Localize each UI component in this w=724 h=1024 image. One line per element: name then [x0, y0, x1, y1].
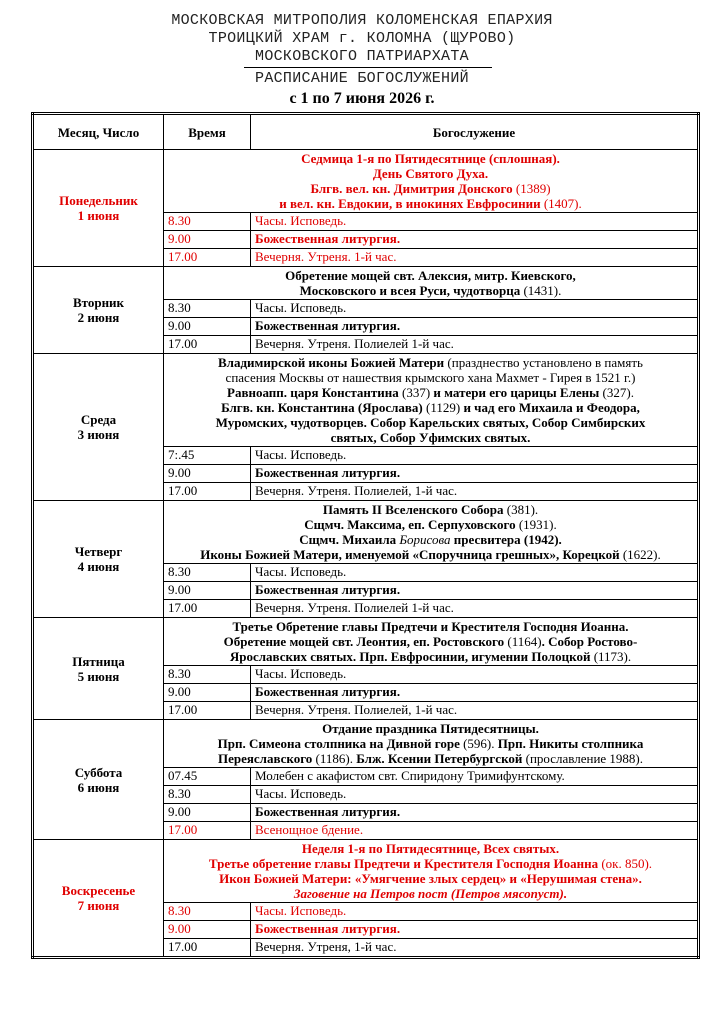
- service-time: 17.00: [164, 336, 251, 354]
- day-name: Понедельник: [59, 193, 138, 208]
- feast-line: [168, 268, 693, 283]
- day-date: 1 июня: [77, 208, 120, 223]
- service-name: Вечерня. Утреня. Полиелей, 1-й час.: [251, 483, 699, 501]
- feast-text: Прп. Никиты столпника: [497, 736, 644, 751]
- feast-text: и чад его Михаила и Феодора,: [463, 400, 640, 415]
- day-cell: [33, 720, 164, 840]
- feast-description: [164, 720, 699, 768]
- feast-line: [168, 502, 693, 517]
- service-time: 17.00: [164, 822, 251, 840]
- service-time: 8.30: [164, 564, 251, 582]
- day-feast-row: [33, 267, 699, 300]
- service-time: 7:.45: [164, 447, 251, 465]
- feast-line: [168, 856, 693, 871]
- service-name: Вечерня. Утреня. Полиелей, 1-й час.: [251, 702, 699, 720]
- feast-text: спасения Москвы от нашествия крымского хана Махмет - Гирея в 1521 г.): [225, 370, 636, 385]
- feast-line: [168, 151, 693, 166]
- service-name: Божественная литургия.: [251, 684, 699, 702]
- day-name: Вторник: [72, 295, 125, 310]
- feast-text: Сщмч. Михаила: [299, 532, 400, 547]
- day-feast-row: [33, 501, 699, 564]
- feast-text: День Святого Духа.: [372, 166, 489, 181]
- feast-text: и вел. кн. Евдокии, в инокинях Евфросинии: [279, 196, 541, 211]
- feast-line: [168, 355, 693, 370]
- day-feast-row: [33, 720, 699, 768]
- service-time: 17.00: [164, 600, 251, 618]
- service-name: Вечерня. Утреня, 1-й час.: [251, 939, 699, 958]
- service-name: Божественная литургия.: [251, 465, 699, 483]
- feast-text: Третье Обретение главы Предтечи и Крестителя Господня Иоанна.: [232, 619, 629, 634]
- feast-line: [168, 400, 693, 415]
- feast-text: Блгв. кн. Константина (Ярослава): [221, 400, 423, 415]
- feast-line: [168, 517, 693, 532]
- schedule-table: [31, 112, 700, 959]
- feast-text: (1164): [504, 634, 542, 649]
- service-time: 9.00: [164, 921, 251, 939]
- feast-description: [164, 618, 699, 666]
- feast-text: пресвитера: [450, 532, 524, 547]
- service-time: 9.00: [164, 231, 251, 249]
- feast-line: [168, 721, 693, 736]
- church-name-line: ТРОИЦКИЙ ХРАМ г. КОЛОМНА (ЩУРОВО): [208, 30, 516, 47]
- feast-line: [168, 181, 693, 196]
- service-name: Часы. Исповедь.: [251, 213, 699, 231]
- diocese-line: МОСКОВСКАЯ МИТРОПОЛИЯ КОЛОМЕНСКАЯ ЕПАРХИЯ: [171, 12, 553, 29]
- service-time: 8.30: [164, 903, 251, 921]
- service-name: Божественная литургия.: [251, 318, 699, 336]
- column-header-service: Богослужение: [251, 114, 699, 150]
- day-name: Пятница: [72, 653, 125, 669]
- feast-text: Блгв. вел. кн. Димитрия Донского: [310, 181, 513, 196]
- day-cell: [33, 267, 164, 354]
- column-header-time: Время: [164, 114, 251, 150]
- feast-line: [168, 841, 693, 856]
- service-time: 8.30: [164, 300, 251, 318]
- feast-text: Ярославских святых. Прп. Евфросинии, игумении Полоцкой: [229, 649, 591, 664]
- service-time: 9.00: [164, 318, 251, 336]
- service-time: 17.00: [164, 702, 251, 720]
- service-name: Божественная литургия.: [251, 231, 699, 249]
- service-time: 9.00: [164, 684, 251, 702]
- header-divider: [244, 67, 492, 68]
- feast-description: [164, 354, 699, 447]
- service-time: 17.00: [164, 939, 251, 958]
- feast-text: Обретение мощей свт. Алексия, митр. Киевского,: [285, 268, 576, 283]
- table-header-row: [33, 114, 699, 150]
- service-time: 8.30: [164, 666, 251, 684]
- feast-text: Отдание праздника Пятидесятницы.: [322, 721, 539, 736]
- feast-text: (381).: [503, 502, 539, 517]
- day-cell: [33, 840, 164, 958]
- feast-line: [168, 649, 693, 664]
- day-name: Воскресенье: [61, 883, 136, 898]
- feast-line: [168, 385, 693, 400]
- day-date: 5 июня: [77, 668, 120, 684]
- feast-text: Иконы Божией Матери, именуемой «Споручница грешных», Корецкой: [200, 547, 620, 562]
- day-cell: [33, 618, 164, 720]
- feast-description: [164, 150, 699, 213]
- feast-text: (1622).: [619, 547, 661, 562]
- feast-text: . Собор Ростово-: [541, 634, 638, 649]
- service-name: Молебен с акафистом свт. Спиридону Тримифунтскому.: [251, 768, 699, 786]
- feast-text: Память II Вселенского Собора: [322, 502, 504, 517]
- feast-line: [168, 634, 693, 649]
- day-feast-row: [33, 840, 699, 903]
- service-name: Часы. Исповедь.: [251, 447, 699, 465]
- service-time: 9.00: [164, 804, 251, 822]
- service-time: 9.00: [164, 465, 251, 483]
- service-time: 07.45: [164, 768, 251, 786]
- day-date: 2 июня: [77, 310, 120, 325]
- feast-line: [168, 751, 693, 766]
- day-cell: [33, 501, 164, 618]
- feast-text: Переяславского: [217, 751, 313, 766]
- feast-text: (1173).: [590, 649, 632, 664]
- service-name: Часы. Исповедь.: [251, 564, 699, 582]
- day-date: 3 июня: [77, 427, 120, 442]
- service-time: 17.00: [164, 249, 251, 267]
- feast-line: [168, 886, 693, 901]
- feast-line: [168, 196, 693, 211]
- feast-text: (596).: [459, 736, 498, 751]
- service-name: Вечерня. Утреня. 1-й час.: [251, 249, 699, 267]
- service-time: 8.30: [164, 786, 251, 804]
- feast-text: (1407).: [540, 196, 582, 211]
- day-cell: [33, 354, 164, 501]
- feast-text: (прославление 1988).: [522, 751, 644, 766]
- day-feast-row: [33, 354, 699, 447]
- day-cell: [33, 150, 164, 267]
- service-name: Часы. Исповедь.: [251, 786, 699, 804]
- feast-line: [168, 370, 693, 385]
- service-name: Божественная литургия.: [251, 921, 699, 939]
- feast-line: [168, 871, 693, 886]
- service-time: 9.00: [164, 582, 251, 600]
- feast-text: и матери его царицы Елены: [433, 385, 600, 400]
- feast-text: Борисова: [399, 532, 451, 547]
- service-name: Всенощное бдение.: [251, 822, 699, 840]
- feast-text: (337): [398, 385, 434, 400]
- feast-text: (1389): [512, 181, 551, 196]
- feast-text: Обретение мощей свт. Леонтия, еп. Ростовского: [223, 634, 505, 649]
- feast-text: Блж. Ксении Петербургской: [356, 751, 523, 766]
- feast-line: [168, 430, 693, 445]
- feast-line: [168, 415, 693, 430]
- feast-text: Третье обретение главы Предтечи и Крестителя Господня Иоанна: [208, 856, 599, 871]
- day-feast-row: [33, 150, 699, 213]
- feast-line: [168, 283, 693, 298]
- service-name: Божественная литургия.: [251, 582, 699, 600]
- feast-line: [168, 736, 693, 751]
- service-name: Часы. Исповедь.: [251, 903, 699, 921]
- date-range-subtitle: с 1 по 7 июня 2026 г.: [289, 90, 435, 107]
- feast-text: Сщмч. Максима, еп. Серпуховского: [304, 517, 516, 532]
- feast-text: Муромских, чудотворцев. Собор Карельских святых, Собор Симбирских: [215, 415, 646, 430]
- feast-text: (1942).: [523, 532, 562, 547]
- feast-description: [164, 840, 699, 903]
- service-name: Часы. Исповедь.: [251, 300, 699, 318]
- day-feast-row: [33, 618, 699, 666]
- feast-text: Икон Божией Матери: «Умягчение злых сердец» и «Нерушимая стена».: [219, 871, 642, 886]
- feast-text: святых, Собор Уфимских святых.: [330, 430, 531, 445]
- feast-text: (1431).: [520, 283, 562, 298]
- schedule-body: [33, 150, 699, 958]
- day-name: Среда: [80, 412, 117, 427]
- service-time: 8.30: [164, 213, 251, 231]
- feast-text: Равноапп. царя Константина: [227, 385, 399, 400]
- patriarchate-line: МОСКОВСКОГО ПАТРИАРХАТА: [255, 48, 469, 65]
- service-name: Вечерня. Утреня. Полиелей 1-й час.: [251, 336, 699, 354]
- feast-text: (1931).: [515, 517, 557, 532]
- feast-text: Неделя 1-я по Пятидесятнице, Всех святых.: [301, 841, 560, 856]
- day-date: 4 июня: [77, 559, 120, 574]
- feast-text: (1129): [422, 400, 464, 415]
- feast-text: Заговение на Петров пост (Петров мясопуст).: [293, 886, 568, 901]
- feast-text: (1186).: [312, 751, 357, 766]
- feast-line: [168, 547, 693, 562]
- feast-text: Владимирской иконы Божией Матери: [218, 355, 445, 370]
- feast-line: [168, 619, 693, 634]
- feast-line: [168, 532, 693, 547]
- feast-description: [164, 501, 699, 564]
- feast-line: [168, 166, 693, 181]
- schedule-title: РАСПИСАНИЕ БОГОСЛУЖЕНИЙ: [255, 70, 469, 87]
- day-name: Суббота: [74, 764, 123, 780]
- day-name: Четверг: [74, 544, 123, 559]
- day-date: 7 июня: [77, 898, 120, 913]
- service-name: Часы. Исповедь.: [251, 666, 699, 684]
- day-date: 6 июня: [77, 779, 120, 795]
- service-name: Божественная литургия.: [251, 804, 699, 822]
- service-time: 17.00: [164, 483, 251, 501]
- column-header-day: Месяц, Число: [33, 114, 164, 150]
- feast-text: (327).: [599, 385, 634, 400]
- feast-text: Прп. Симеона столпника на Дивной горе: [217, 736, 460, 751]
- feast-text: Седмица 1-я по Пятидесятнице (сплошная).: [301, 151, 560, 166]
- feast-text: (ок. 850).: [598, 856, 653, 871]
- feast-description: [164, 267, 699, 300]
- service-name: Вечерня. Утреня. Полиелей 1-й час.: [251, 600, 699, 618]
- feast-text: Московского и всея Руси, чудотворца: [299, 283, 521, 298]
- feast-text: (празднество установлено в память: [444, 355, 643, 370]
